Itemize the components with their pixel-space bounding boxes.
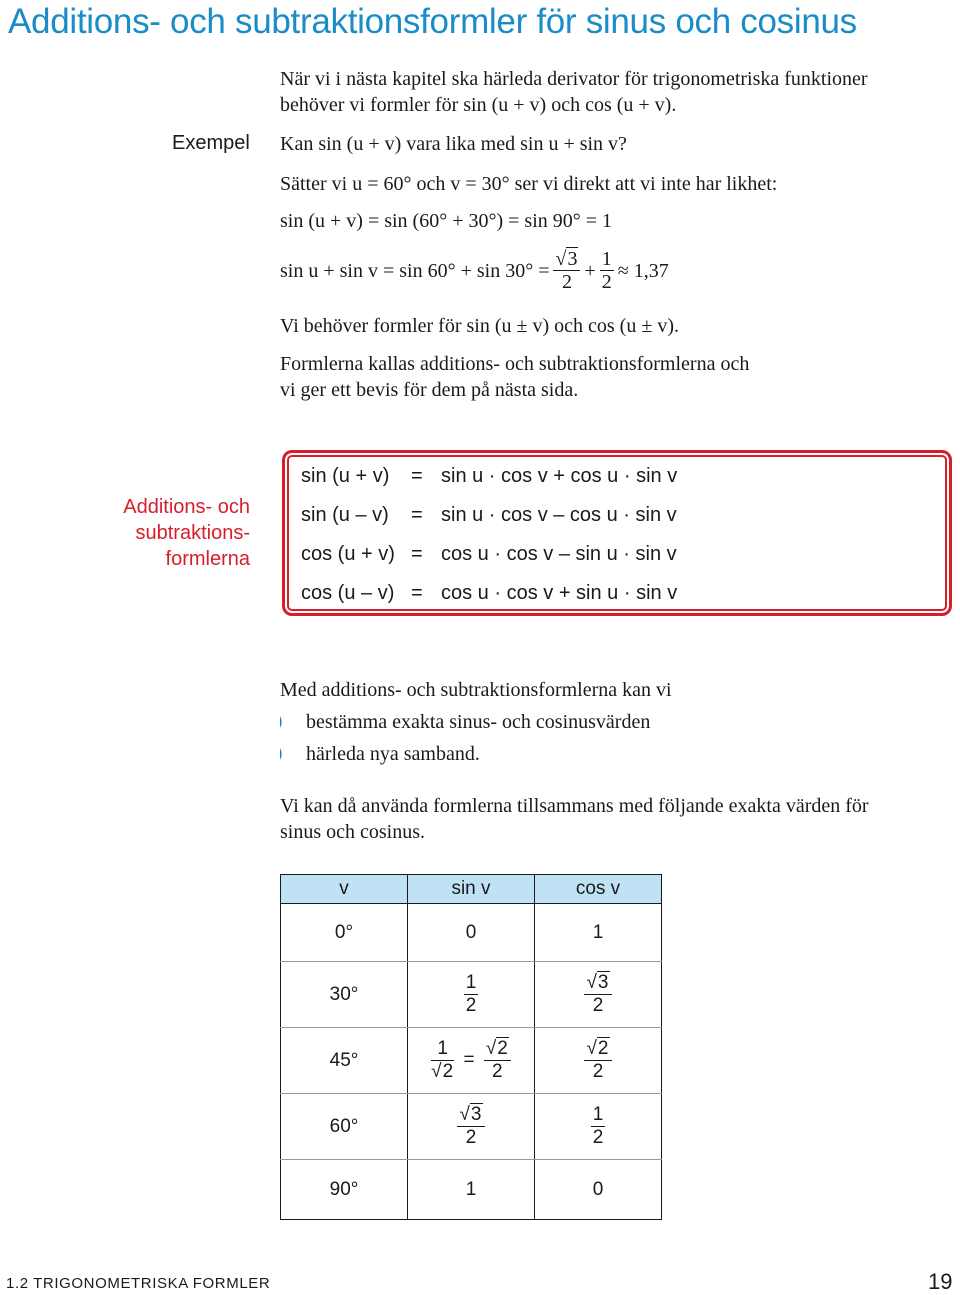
formula-eq: =: [411, 582, 423, 604]
numerator: 1: [592, 1104, 604, 1125]
example-question: Kan sin (u + v) vara lika med sin u + sin v?: [280, 133, 627, 155]
numerator: 1: [465, 972, 477, 993]
sqrt-sign: √2: [586, 1038, 609, 1059]
cell-sin: [408, 962, 535, 1028]
exact-line-2: sinus och cosinus.: [280, 821, 425, 843]
denominator: 2: [492, 1061, 503, 1082]
formula-lhs: sin (u + v): [301, 465, 390, 487]
intro-paragraph: [280, 66, 868, 118]
formula-lhs: sin (u – v): [301, 504, 389, 526]
formula-eq: =: [411, 543, 423, 565]
plus-sign: +: [584, 259, 596, 282]
header-v: v: [281, 875, 408, 904]
formula-lhs: cos (u + v): [301, 543, 395, 565]
cell-cos: [535, 1028, 662, 1094]
table-row: [281, 1094, 662, 1160]
fraction-sqrt3-over-2: [553, 248, 580, 293]
radicand: 2: [442, 1061, 454, 1082]
bullet-icon: [280, 716, 292, 728]
denominator: 2: [601, 271, 612, 293]
table-row: [281, 904, 662, 962]
usage-intro: Med additions- och subtraktionsformlerna kan vi: [280, 679, 672, 701]
formula-rhs: cos u · cos v – sin u · sin v: [441, 543, 677, 565]
line2-right: ≈ 1,37: [617, 259, 669, 282]
radicand: 3: [567, 248, 578, 270]
example-line-2: [280, 248, 669, 293]
exact-line-1: Vi kan då använda formlerna tillsammans med följande exakta värden för: [280, 795, 869, 817]
formula-rhs: sin u · cos v + cos u · sin v: [441, 465, 678, 487]
header-cos: cos v: [535, 875, 662, 904]
line2-left: sin u + sin v = sin 60° + sin 30° =: [280, 259, 550, 282]
radicand: 2: [497, 1038, 508, 1059]
example-statement: Sätter vi u = 60° och v = 30° ser vi direkt att vi inte har likhet:: [280, 173, 778, 195]
bullet-text: bestämma exakta sinus- och cosinusvärden: [306, 711, 651, 733]
formula-box: [282, 450, 952, 616]
named-line-1: Formlerna kallas additions- och subtraktionsformlerna och: [280, 353, 750, 375]
sqrt-sign: √2: [485, 1038, 508, 1059]
page-title: Additions- och subtraktionsformler för sinus och cosinus: [8, 2, 857, 41]
equals-sign: =: [463, 1049, 475, 1071]
radicand: 2: [597, 1038, 609, 1059]
label-line-2: subtraktions-: [135, 522, 250, 544]
exact-values-paragraph: [280, 793, 869, 845]
sqrt-sign: √3: [555, 248, 578, 270]
cell-v: 60°: [281, 1094, 408, 1160]
table-row: [281, 962, 662, 1028]
cell-v: 30°: [281, 962, 408, 1028]
formula-eq: =: [411, 465, 423, 487]
cell-sin: 1: [408, 1160, 535, 1220]
cell-cos: [535, 1094, 662, 1160]
radicand: 3: [597, 972, 609, 993]
radicand: 3: [470, 1104, 482, 1125]
named-line-2: vi ger ett bevis för dem på nästa sida.: [280, 379, 579, 401]
denominator: 2: [465, 1127, 477, 1148]
exact-values-table: [280, 874, 662, 1220]
table-header-row: [281, 875, 662, 904]
example-need: Vi behöver formler för sin (u ± v) och cos (u ± v).: [280, 315, 679, 337]
fraction-1-over-2: [600, 248, 614, 293]
formula-row: [301, 582, 677, 605]
formula-rhs: sin u · cos v – cos u · sin v: [441, 504, 677, 526]
formula-box-label: [100, 494, 250, 572]
denominator: 2: [465, 995, 477, 1016]
list-item: [280, 741, 480, 767]
formula-row: [301, 504, 677, 527]
bullet-text: härleda nya samband.: [306, 743, 480, 765]
list-item: [280, 709, 650, 735]
intro-line-2: behöver vi formler för sin (u + v) och cos (u + v).: [280, 94, 677, 116]
sqrt-sign: √3: [586, 972, 609, 993]
label-line-3: formlerna: [165, 548, 250, 570]
bullet-icon: [280, 748, 292, 760]
cell-sin: [408, 1094, 535, 1160]
header-sin: sin v: [408, 875, 535, 904]
cell-v: 0°: [281, 904, 408, 962]
formula-lhs: cos (u – v): [301, 582, 395, 604]
cell-v: 45°: [281, 1028, 408, 1094]
cell-sin: 0: [408, 904, 535, 962]
denominator: 2: [592, 995, 604, 1016]
example-named: [280, 351, 749, 403]
cell-cos: 1: [535, 904, 662, 962]
denominator: 2: [561, 271, 572, 293]
cell-sin: [408, 1028, 535, 1094]
table-row: [281, 1160, 662, 1220]
numerator: 1: [601, 248, 612, 270]
cell-cos: [535, 962, 662, 1028]
page-number: 19: [928, 1269, 953, 1294]
formula-row: [301, 465, 677, 488]
intro-line-1: När vi i nästa kapitel ska härleda derivator för trigonometriska funktioner: [280, 68, 868, 90]
numerator: 1: [431, 1038, 454, 1061]
example-label: Exempel: [172, 132, 250, 154]
formula-row: [301, 543, 677, 566]
footer-section: 1.2 TRIGONOMETRISKA FORMLER: [6, 1275, 271, 1292]
formula-rhs: cos u · cos v + sin u · sin v: [441, 582, 678, 604]
example-line-1: sin (u + v) = sin (60° + 30°) = sin 90° = 1: [280, 210, 613, 232]
sqrt-sign: √3: [459, 1104, 482, 1125]
sqrt-sign: √2: [431, 1061, 454, 1082]
formula-eq: =: [411, 504, 423, 526]
cell-v: 90°: [281, 1160, 408, 1220]
denominator: 2: [592, 1127, 604, 1148]
cell-cos: 0: [535, 1160, 662, 1220]
denominator: 2: [592, 1061, 604, 1082]
table-row: [281, 1028, 662, 1094]
label-line-1: Additions- och: [123, 496, 250, 518]
